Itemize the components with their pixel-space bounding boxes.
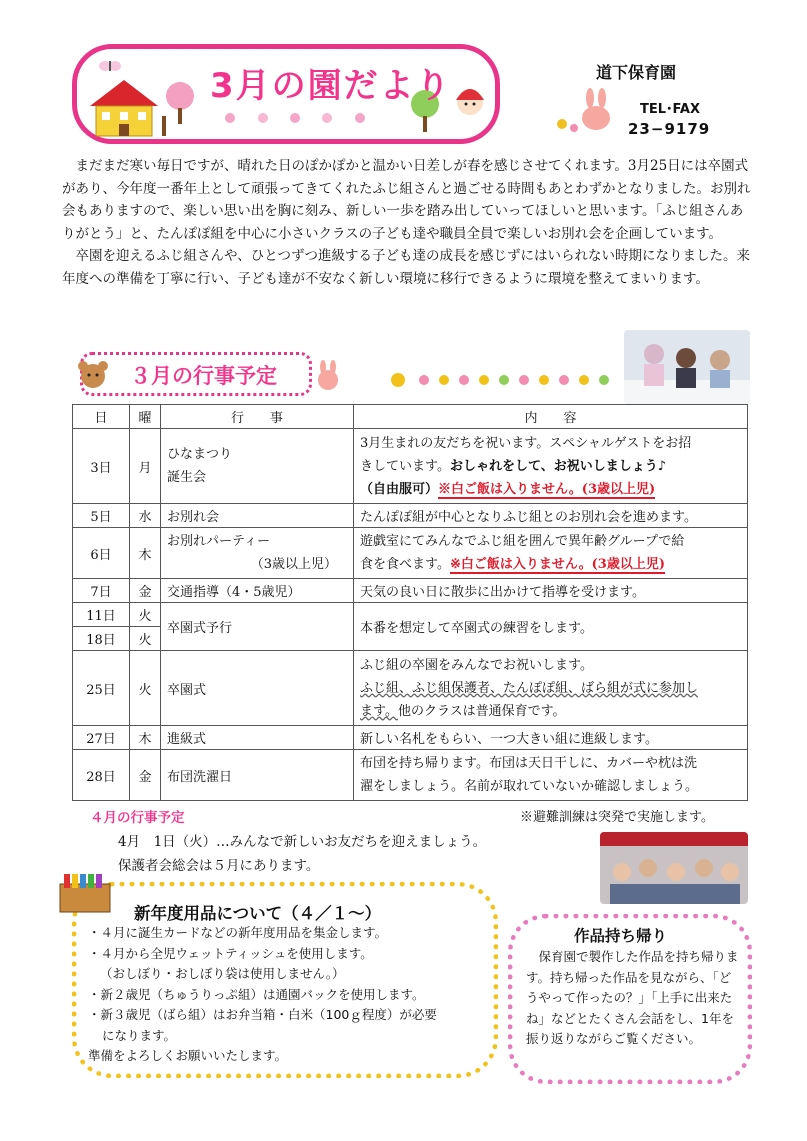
- rabbit-icon: [312, 360, 344, 392]
- row-details: 新しい名札をもらい、一つ大きい組に進級します。: [354, 726, 748, 750]
- list-item: （おしぼり・おしぼり袋は使用しません。）: [100, 966, 345, 981]
- new-year-supplies-title: 新年度用品について（４／１～）: [134, 904, 382, 923]
- detail-text: 他のクラスは普通保育です。: [397, 703, 566, 719]
- tel-label: TEL･FAX: [640, 102, 701, 117]
- header-details: 内 容: [354, 405, 748, 429]
- event-text: お別れパーティー: [167, 534, 270, 549]
- intro-paragraph: まだまだ寒い毎日ですが、晴れた日のぽかぽかと温かい日差しが春を感じさせてくれます。3月25日には卒園式があり、今年度一番年上として頑張ってきてくれたふじ組さんと過ごせる時間もあとわずかとなりました。お別れ会もありますので、楽しい思い出を胸に刻み、新しい一歩を踏み出していってほしいと思います。「ふじ組さんありがとう」と、たんぽぽ組を中心に小さいクラスの子ども達や職員全員で楽しいお別れ会を企画しています。: [62, 158, 751, 242]
- row-event: [161, 429, 354, 504]
- event-text: 誕生会: [167, 470, 207, 485]
- row-event: [161, 528, 354, 579]
- school-name: 道下保育園: [596, 63, 677, 82]
- list-item: になります。: [102, 1027, 177, 1043]
- artwork-return-paragraph: 保育園で製作した作品を持ち帰ります。持ち帰った作品を見ながら、「どうやって作ったの？」「上手に出来たね」などとたくさん会話をし、1年を振り返りながらご覧ください。: [526, 949, 739, 1046]
- crayon-box-icon: [58, 870, 114, 914]
- children-group-photo: [600, 832, 748, 904]
- row-day: 11日: [73, 603, 130, 627]
- row-weekday: 月: [130, 429, 161, 504]
- row-day: 27日: [73, 726, 130, 750]
- row-details: [354, 651, 748, 726]
- table-row: [73, 429, 748, 504]
- bear-icon: [76, 358, 110, 390]
- row-day: 18日: [73, 627, 130, 651]
- detail-text: 濯をしましょう。名前が取れていないか確認しましょう。: [360, 779, 699, 794]
- list-item: ・新３歳児（ばら組）はお弁当箱・白米（100ｇ程度）が必要: [88, 1007, 437, 1022]
- header-day: 日: [73, 405, 130, 429]
- april-event-line: 保護者会総会は５月にあります。: [118, 858, 320, 874]
- row-day: 5日: [73, 504, 130, 528]
- page-title: 3月の園だより: [210, 66, 452, 106]
- header-weekday: 曜: [130, 405, 161, 429]
- row-weekday: 火: [130, 627, 161, 651]
- event-text: （3歳以上児）: [250, 557, 337, 572]
- schedule-table: [72, 404, 748, 801]
- header-event: 行 事: [161, 405, 354, 429]
- row-weekday: 金: [130, 750, 161, 801]
- april-schedule-title: ４月の行事予定: [90, 810, 185, 826]
- flower-icon: [557, 119, 578, 132]
- row-details: [354, 528, 748, 579]
- table-row: [73, 726, 748, 750]
- row-event: 進級式: [161, 726, 354, 750]
- row-weekday: 金: [130, 579, 161, 603]
- row-weekday: 木: [130, 528, 161, 579]
- table-header-row: [73, 405, 748, 429]
- rice-notice: ※白ご飯は入りません。(3歳以上児): [449, 557, 665, 572]
- school-house-icon: [90, 80, 166, 136]
- table-row: [73, 579, 748, 603]
- table-row: [73, 504, 748, 528]
- row-weekday: 水: [130, 504, 161, 528]
- row-event: お別れ会: [161, 504, 354, 528]
- detail-text: 3月生まれの友だちを祝います。スペシャルゲストをお招: [360, 435, 692, 451]
- row-details: 天気の良い日に散歩に出かけて指導を受けます。: [354, 579, 748, 603]
- list-item: ・４月に誕生カードなどの新年度用品を集金します。: [88, 925, 388, 940]
- row-details: [354, 429, 748, 504]
- row-event: 交通指導（4・5歳児）: [161, 579, 354, 603]
- list-item: ・４月から全児ウェットティッシュを使用します。: [88, 945, 373, 961]
- detail-text: 食を食べます。: [360, 557, 450, 572]
- new-year-supplies-list: [88, 923, 488, 1067]
- row-day: 3日: [73, 429, 130, 504]
- row-event: 卒園式: [161, 651, 354, 726]
- row-event: 卒園式予行: [161, 603, 354, 651]
- detail-text: ふじ組の卒園をみんなでお祝いします。: [360, 657, 593, 673]
- detail-text: （自由服可）: [360, 481, 439, 497]
- table-row: [73, 603, 748, 627]
- detail-text: 布団を持ち帰ります。布団は天日干しに、カバーや枕は洗: [360, 756, 697, 771]
- children-snow-photo: [624, 330, 750, 404]
- artwork-return-title: 作品持ち帰り: [574, 927, 668, 945]
- row-details: たんぽぽ組が中心となりふじ組とのお別れ会を進めます。: [354, 504, 748, 528]
- tel-number: 23−9179: [628, 120, 711, 138]
- row-event: 布団洗濯日: [161, 750, 354, 801]
- detail-text: ふじ組、ふじ組保護者、たんぽぽ組、ばら組が式に参加し: [360, 680, 699, 696]
- row-day: 25日: [73, 651, 130, 726]
- flower-garland-icon: [388, 368, 628, 392]
- event-text: ひなまつり: [167, 447, 233, 462]
- row-day: 7日: [73, 579, 130, 603]
- girl-character-icon: [456, 89, 484, 115]
- intro-paragraph: 卒園を迎えるふじ組さんや、ひとつずつ進級する子ども達の成長を感じずにはいられない時期になりました。来年度への準備を丁寧に行い、子ども達が不安なく新しい環境に移行できるように環境を整えてまいります。: [62, 248, 750, 287]
- rabbit-icon: [582, 88, 610, 130]
- tree-icon: [166, 82, 194, 124]
- rice-notice: ※白ご飯は入りません。(3歳以上児): [438, 481, 656, 497]
- detail-text: きしています。: [360, 458, 450, 474]
- april-event-line: 4月 1日（火）…みんなで新しいお友だちを迎えましょう。: [118, 834, 487, 850]
- evacuation-drill-note: ※避難訓練は突発で実施します。: [520, 810, 714, 825]
- table-row: [73, 651, 748, 726]
- intro-text: [62, 155, 752, 290]
- table-row: [73, 750, 748, 801]
- row-day: 28日: [73, 750, 130, 801]
- row-details: 本番を想定して卒園式の練習をします。: [354, 603, 748, 651]
- flower-row-icon: [225, 113, 365, 123]
- detail-emphasis: おしゃれをして、お祝いしましょう♪: [449, 458, 667, 474]
- row-weekday: 木: [130, 726, 161, 750]
- butterfly-icon: [99, 61, 121, 71]
- table-row: [73, 528, 748, 579]
- row-weekday: 火: [130, 603, 161, 627]
- closing-text: 準備をよろしくお願いいたします。: [88, 1048, 288, 1063]
- row-day: 6日: [73, 528, 130, 579]
- schedule-title: ３月の行事予定: [130, 364, 277, 388]
- row-details: [354, 750, 748, 801]
- detail-text: 遊戯室にてみんなでふじ組を囲んで異年齢グループで給: [360, 534, 685, 549]
- detail-text: ます。: [360, 703, 398, 719]
- list-item: ・新２歳児（ちゅうりっぷ組）は通園バックを使用します。: [88, 986, 425, 1002]
- artwork-return-text: [526, 947, 742, 1050]
- row-weekday: 火: [130, 651, 161, 726]
